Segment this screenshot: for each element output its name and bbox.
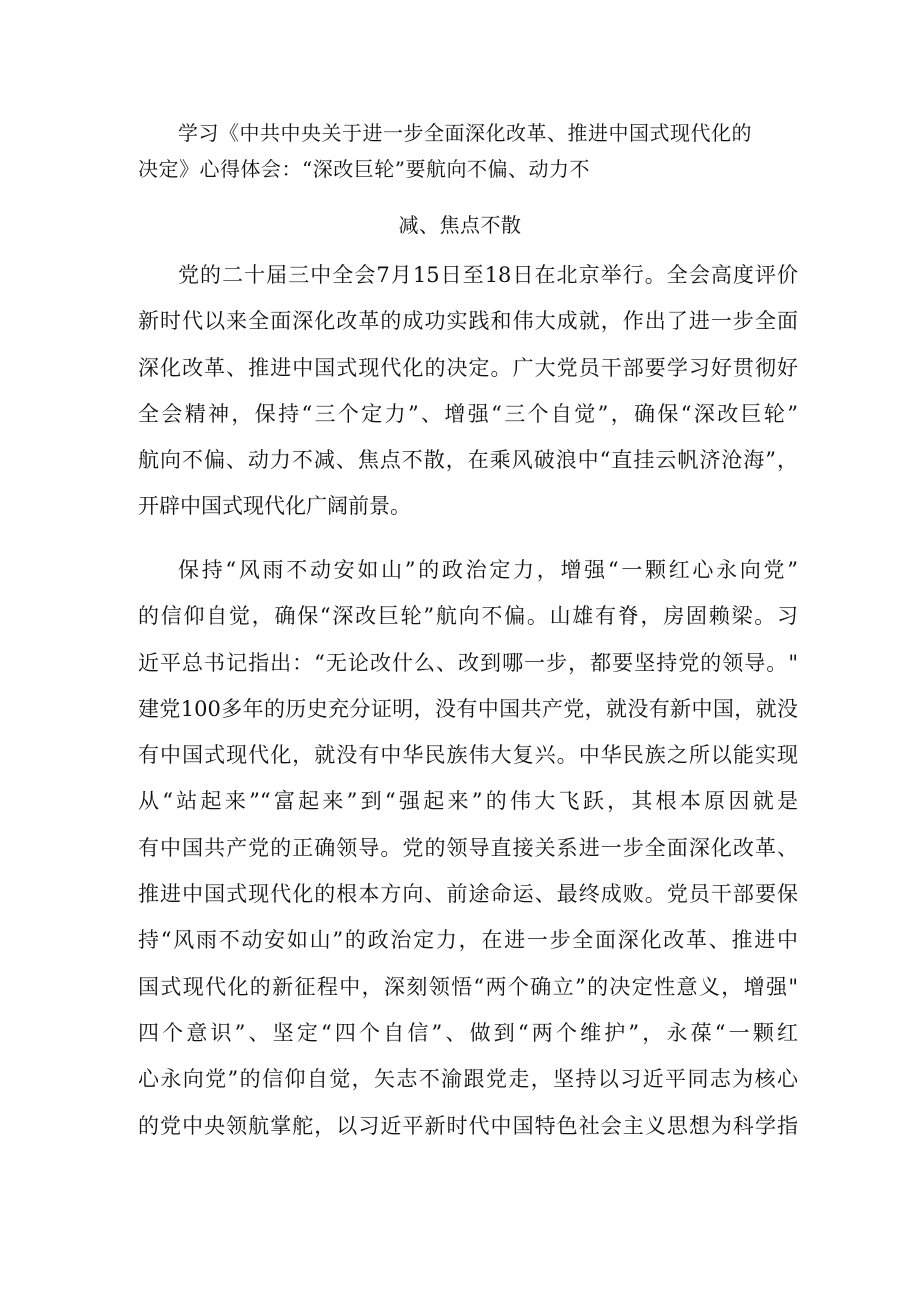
title-line-3: 减、焦点不散 <box>398 213 522 237</box>
paragraph-line: 新时代以来全面深化改革的成功实践和伟大成就，作出了进一步全面 <box>138 309 798 334</box>
paragraph-line: 深化改革、推进中国式现代化的决定。广大党员干部要学习好贯彻好 <box>138 355 798 380</box>
paragraph-line: 开辟中国式现代化广阔前景。 <box>138 494 411 519</box>
title-line-2: 决定》心得体会：“深改巨轮”要航向不偏、动力不 <box>138 157 590 181</box>
paragraph-line: 有中国式现代化，就没有中华民族伟大复兴。中华民族之所以能实现 <box>138 743 798 768</box>
paragraph-line: 的党中央领航掌舵，以习近平新时代中国特色社会主义思想为科学指 <box>138 1113 798 1138</box>
title-line-1: 学习《中共中央关于进一步全面深化改革、推进中国式现代化的 <box>178 121 752 145</box>
paragraph-1 <box>138 252 798 530</box>
paragraph-line: 党的二十届三中全会7月15日至18日在北京举行。全会高度评价 <box>178 263 798 287</box>
paragraph-line: 近平总书记指出：“无论改什么、改到哪一步，都要坚持党的领导。" <box>138 650 798 675</box>
paragraph-line: 持“风雨不动安如山”的政治定力，在进一步全面深化改革、推进中 <box>138 928 798 953</box>
paragraph-2 <box>138 547 798 1149</box>
paragraph-line: 有中国共产党的正确领导。党的领导直接关系进一步全面深化改革、 <box>138 835 798 860</box>
paragraph-line: 心永向党”的信仰自觉，矢志不渝跟党走，坚持以习近平同志为核心 <box>138 1067 798 1092</box>
paragraph-line: 保持“风雨不动安如山”的政治定力，增强“一颗红心永向党” <box>178 558 798 582</box>
paragraph-line: 推进中国式现代化的根本方向、前途命运、最终成败。党员干部要保 <box>138 882 798 907</box>
paragraph-line: 从“站起来”“富起来”到“强起来”的伟大飞跃，其根本原因就是 <box>138 789 798 814</box>
paragraph-line: 建党100多年的历史充分证明，没有中国共产党，就没有新中国，就没 <box>138 696 798 721</box>
paragraph-line: 四个意识”、坚定“四个自信”、做到“两个维护”，永葆“一颗红 <box>138 1020 798 1045</box>
paragraph-line: 航向不偏、动力不减、焦点不散，在乘风破浪中“直挂云帆济沧海”， <box>138 448 798 473</box>
paragraph-line: 的信仰自觉，确保“深改巨轮”航向不偏。山雄有脊，房固赖梁。习 <box>138 604 798 629</box>
paragraph-line: 全会精神，保持“三个定力”、增强“三个自觉”，确保“深改巨轮” <box>138 401 798 426</box>
paragraph-line: 国式现代化的新征程中，深刻领悟“两个确立”的决定性意义，增强" <box>138 974 798 999</box>
